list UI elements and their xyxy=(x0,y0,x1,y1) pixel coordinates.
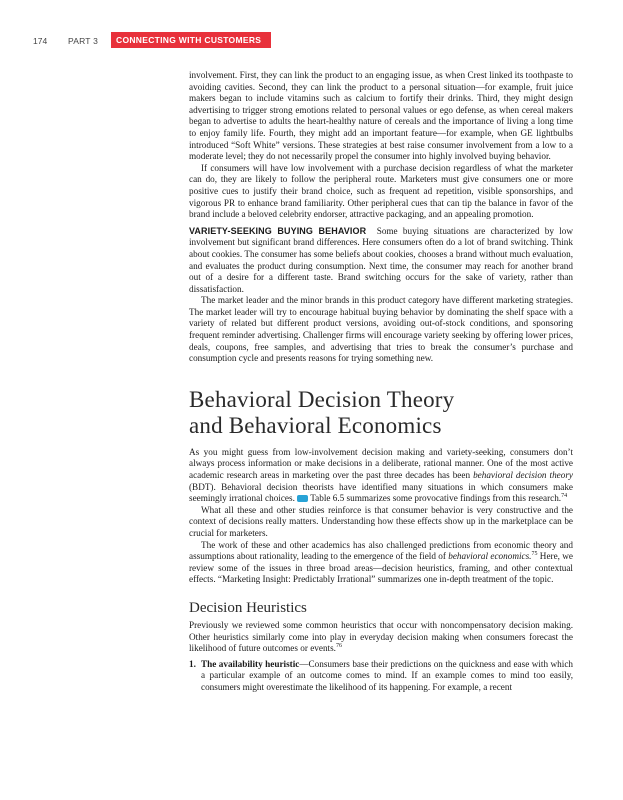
section-title-line2: and Behavioral Economics xyxy=(189,412,442,438)
page-body xyxy=(189,70,573,694)
bdt-intro-text-2: (BDT). Behavioral decision theorists have identified many situations in which consumers make seemingly irrational choices. xyxy=(189,481,573,504)
paragraph-peripheral-route: If consumers will have low involvement with a purchase decision regardless of what the marketer can do, they are likely to follow the peripheral route. Marketers must give consumers one or more positive cues to justify their brand choice, such as frequent ad repetition, visible sponsorships, and vigorous PR to enhance brand familiarity. Other peripheral cues that can tip the balance in favor of the brand include a beloved celebrity endorser, attractive packaging, and an appealing promotion. xyxy=(189,162,573,220)
behavioral-economics-text-2: Here, we review some of the issues in three broad areas—decision heuristics, framing, and other contextual effects. “Marketing Insight: Predictably Irrational” summarizes one in-depth treatment of the topic. xyxy=(189,551,573,585)
paragraph-context-matters: What all these and other studies reinforce is that consumer behavior is very constructive and the context of decisions really matters. Understanding how these effects show up in the marketplace can be crucial for marketers. xyxy=(189,504,573,538)
footnote-74: 74 xyxy=(561,493,568,500)
spacer xyxy=(189,586,573,599)
heuristics-intro-text: Previously we reviewed some common heuristics that occur with noncompensatory decision making. Other heuristics similarly come into play in everyday decision making when consumers forecast the likelihood of future outcomes or events. xyxy=(189,619,573,654)
section-title-line1: Behavioral Decision Theory xyxy=(189,386,455,412)
page-number: 174 xyxy=(33,36,48,46)
section-title xyxy=(189,387,573,439)
spacer xyxy=(189,439,573,447)
bdt-intro-text: As you might guess from low-involvement decision making and variety-seeking, consumers don’t always process information or make decisions in a deliberate, rational manner. One of the most active academic research areas in marketing over the past three decades has been xyxy=(189,446,573,481)
list-number: 1. xyxy=(189,658,196,669)
list-item-availability xyxy=(189,659,573,694)
footnote-76: 76 xyxy=(335,643,342,650)
behavioral-economics-term: behavioral economics. xyxy=(448,551,532,562)
availability-heuristic-text: —Consumers base their predictions on the quickness and ease with which a particular example of an outcome comes to mind. If an example comes to mind too easily, consumers might overestimate the likelihood of its happening. For example, a recent xyxy=(201,658,573,692)
bdt-term: behavioral decision theory xyxy=(473,470,573,481)
running-header xyxy=(0,30,623,50)
table-reference: Table 6.5 summarizes some provocative findings from this research. xyxy=(310,493,562,504)
subsection-title: Decision Heuristics xyxy=(189,599,307,616)
paragraph-bdt-intro xyxy=(189,447,573,505)
behavioral-economics-text: The work of these and other academics has also challenged predictions from economic theory and assumptions about rationality, leading to the emergence of the field of xyxy=(189,539,573,562)
variety-seeking-text: Some buying situations are characterized by low involvement but significant brand differences. Here consumers often do a lot of brand switching. Think about cookies. The consumer has some beliefs about cookies, chooses a brand without much evaluation, and evaluates the product during consumption. Next time, the consumer may reach for another brand out of a desire for a different taste. Brand switching occurs for the sake of variety, rather than dissatisfaction. xyxy=(189,225,574,294)
book-link-icon[interactable] xyxy=(297,495,308,502)
footnote-75: 75 xyxy=(531,551,538,558)
paragraph-heuristics-intro xyxy=(189,620,573,655)
paragraph-market-leader: The market leader and the minor brands in this product category have different marketing strategies. The market leader will try to encourage habitual buying behavior by dominating the shelf space with a variety of related but different product versions, avoiding out-of-stock conditions, and sponsoring frequent reminder advertising. Challenger firms will encourage variety seeking by offering lower prices, deals, coupons, free samples, and advertising that tries to break the consumer’s purchase and consumption cycle and presents reasons for trying something new. xyxy=(189,295,573,364)
paragraph-variety-seeking xyxy=(189,226,573,296)
paragraph-involvement: involvement. First, they can link the product to an engaging issue, as when Crest linked its toothpaste to avoiding cavities. Second, they can link the product to a personal situation—for example, fruit juice makers began to include vitamins such as calcium to fortify their drinks. Third, they might design advertising to trigger strong emotions related to personal values or ego defense, as when cereal makers began to advertise to adults the heart-healthy nature of cereals and the importance of living a long time to enjoy family life. Fourth, they might add an important feature—for example, when GE lightbulbs introduced “Soft White” versions. These strategies at best raise consumer involvement from a low to a moderate level; they do not necessarily propel the consumer into highly involved buying behavior. xyxy=(189,70,573,162)
part-label: PART 3 xyxy=(68,36,99,46)
variety-seeking-heading: VARIETY-SEEKING BUYING BEHAVIOR xyxy=(189,225,367,236)
paragraph-behavioral-economics xyxy=(189,540,573,586)
chapter-banner-text: CONNECTING WITH CUSTOMERS xyxy=(116,35,262,45)
chapter-banner xyxy=(111,32,271,48)
spacer xyxy=(189,365,573,387)
availability-heuristic-term: The availability heuristic xyxy=(201,658,300,669)
